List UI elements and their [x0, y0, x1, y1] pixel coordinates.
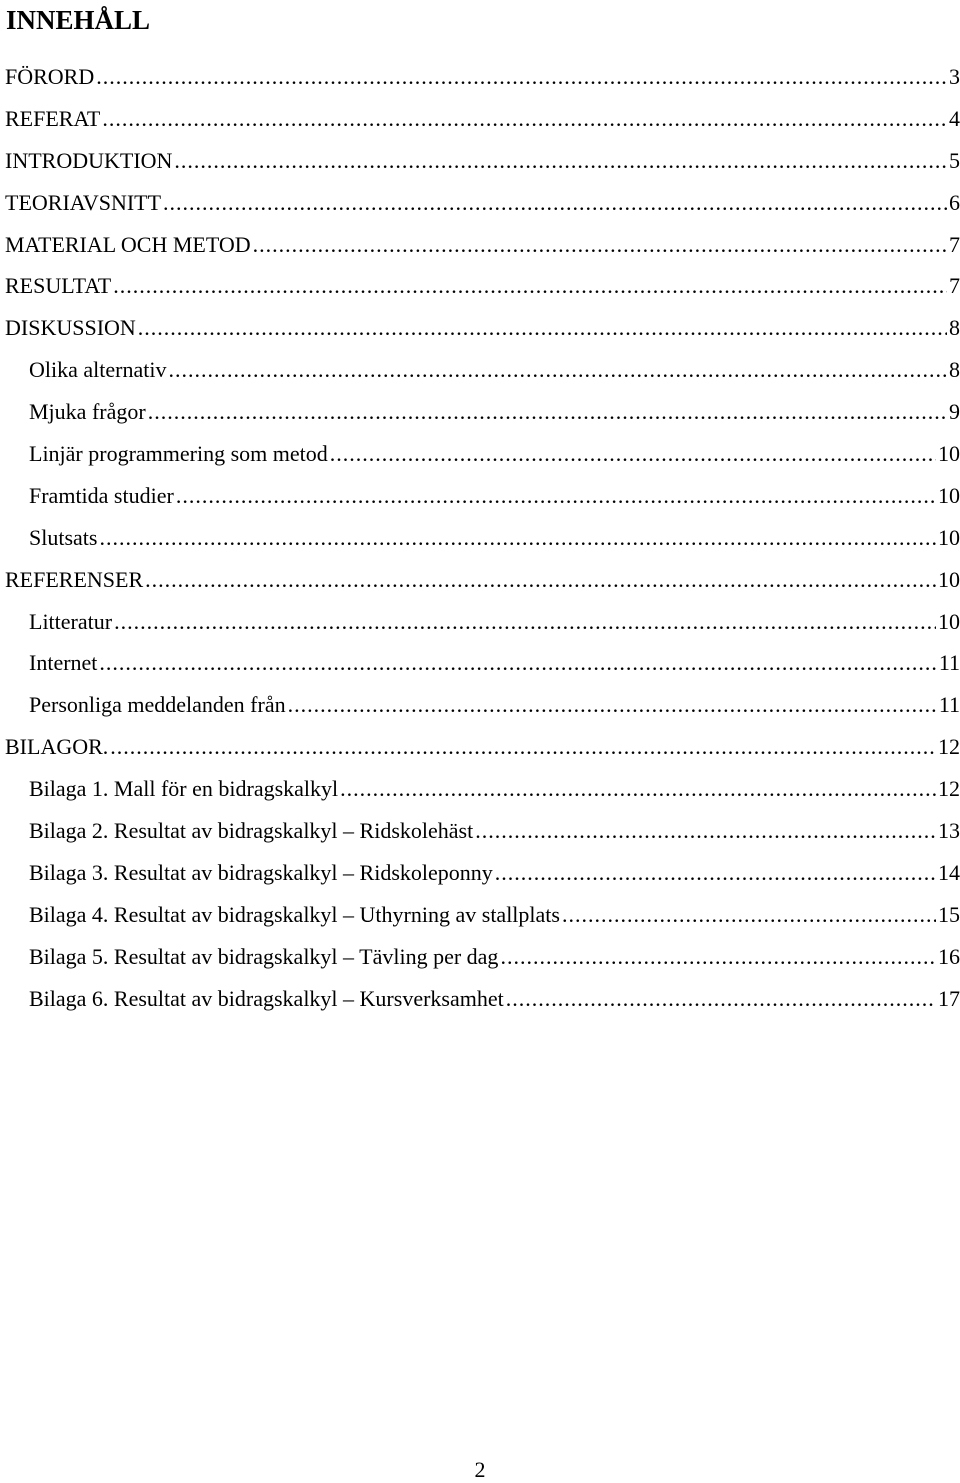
- toc-entry-label: BILAGOR.: [5, 734, 109, 760]
- toc-entry[interactable]: [0, 182, 960, 224]
- toc-entry-row: [5, 182, 960, 224]
- toc-entry-label: Litteratur: [29, 608, 113, 634]
- toc-entry-page-number: 9: [949, 399, 960, 425]
- toc-entry[interactable]: [0, 56, 960, 98]
- toc-entry-row: [5, 140, 960, 182]
- dot-leader: [102, 98, 947, 140]
- toc-entry-row: [29, 475, 960, 517]
- dot-leader: [288, 684, 937, 726]
- toc-entry-row: [29, 936, 960, 978]
- toc-entry-label: Bilaga 3. Resultat av bidragskalkyl – Ridskoleponny: [29, 859, 493, 885]
- toc-entry[interactable]: [0, 140, 960, 182]
- toc-entry-label: Slutsats: [29, 524, 98, 550]
- toc-entry-page-number: 6: [949, 189, 960, 215]
- dot-leader: [99, 517, 936, 559]
- toc-entry-row: [5, 98, 960, 140]
- dot-leader: [99, 642, 936, 684]
- toc-entry-row: [29, 978, 960, 1020]
- toc-entry[interactable]: [0, 224, 960, 266]
- dot-leader: [174, 140, 947, 182]
- toc-entry[interactable]: [0, 391, 960, 433]
- toc-entry-label: TEORIAVSNITT: [5, 189, 162, 215]
- dot-leader: [148, 391, 947, 433]
- toc-entry-row: [29, 684, 960, 726]
- toc-entry-page-number: 13: [938, 818, 960, 844]
- dot-leader: [110, 726, 936, 768]
- toc-entry[interactable]: [0, 517, 960, 559]
- dot-leader: [138, 307, 947, 349]
- toc-entry[interactable]: [0, 98, 960, 140]
- toc-entry-row: [29, 517, 960, 559]
- dot-leader: [114, 601, 936, 643]
- table-of-contents: [0, 56, 960, 1019]
- toc-entry-page-number: 4: [949, 105, 960, 131]
- dot-leader: [176, 475, 936, 517]
- toc-entry-row: [29, 601, 960, 643]
- toc-entry[interactable]: [0, 726, 960, 768]
- toc-entry-label: INTRODUKTION: [5, 147, 173, 173]
- toc-entry[interactable]: [0, 684, 960, 726]
- page-number: 2: [474, 1457, 486, 1482]
- toc-entry-row: [29, 433, 960, 475]
- toc-entry-page-number: 10: [938, 524, 960, 550]
- dot-leader: [506, 978, 936, 1020]
- toc-entry-page-number: 7: [949, 273, 960, 299]
- toc-entry-page-number: 16: [938, 943, 960, 969]
- toc-entry-page-number: 3: [949, 64, 960, 89]
- toc-entry-label: Bilaga 6. Resultat av bidragskalkyl – Kursverksamhet: [29, 985, 504, 1011]
- dot-leader: [330, 433, 936, 475]
- toc-entry-page-number: 8: [949, 357, 960, 383]
- toc-entry[interactable]: [0, 307, 960, 349]
- dot-leader: [500, 936, 936, 978]
- toc-heading: INNEHÅLL: [6, 5, 151, 35]
- toc-entry-label: Bilaga 5. Resultat av bidragskalkyl – Tävling per dag: [29, 943, 499, 969]
- toc-entry[interactable]: [0, 852, 960, 894]
- toc-entry-row: [5, 56, 960, 98]
- toc-entry-row: [29, 642, 960, 684]
- toc-entry[interactable]: [0, 475, 960, 517]
- toc-entry-row: [5, 224, 960, 266]
- toc-entry-row: [29, 810, 960, 852]
- toc-entry-label: Bilaga 4. Resultat av bidragskalkyl – Uthyrning av stallplats: [29, 901, 560, 927]
- toc-entry-label: REFERAT: [5, 105, 101, 131]
- toc-entry-row: [5, 559, 960, 601]
- toc-entry-page-number: 8: [949, 315, 960, 341]
- toc-entry-page-number: 7: [949, 231, 960, 257]
- toc-entry[interactable]: [0, 265, 960, 307]
- toc-entry-label: RESULTAT: [5, 273, 112, 299]
- toc-entry-page-number: 17: [938, 985, 960, 1011]
- toc-entry[interactable]: [0, 978, 960, 1020]
- toc-entry-label: FÖRORD: [5, 64, 95, 89]
- toc-entry-row: [5, 726, 960, 768]
- toc-entry-row: [29, 852, 960, 894]
- toc-entry[interactable]: [0, 810, 960, 852]
- toc-entry-row: [29, 768, 960, 810]
- toc-entry-label: MATERIAL OCH METOD: [5, 231, 251, 257]
- toc-entry-label: Bilaga 2. Resultat av bidragskalkyl – Ridskolehäst: [29, 818, 474, 844]
- dot-leader: [96, 56, 947, 98]
- toc-entry-label: DISKUSSION: [5, 315, 136, 341]
- dot-leader: [113, 265, 947, 307]
- toc-entry-page-number: 11: [938, 692, 960, 718]
- toc-entry-page-number: 10: [938, 608, 960, 634]
- toc-entry[interactable]: [0, 559, 960, 601]
- toc-entry[interactable]: [0, 349, 960, 391]
- dot-leader: [475, 810, 936, 852]
- toc-entry-page-number: 10: [938, 441, 960, 467]
- toc-entry[interactable]: [0, 642, 960, 684]
- toc-entry-row: [5, 265, 960, 307]
- toc-entry-label: Mjuka frågor: [29, 399, 146, 425]
- toc-entry-row: [29, 349, 960, 391]
- toc-entry-row: [5, 307, 960, 349]
- dot-leader: [253, 224, 947, 266]
- toc-entry-label: Olika alternativ: [29, 357, 167, 383]
- toc-entry-label: Linjär programmering som metod: [29, 441, 328, 467]
- dot-leader: [168, 349, 947, 391]
- toc-entry-label: Bilaga 1. Mall för en bidragskalkyl: [29, 776, 339, 802]
- toc-entry[interactable]: [0, 768, 960, 810]
- dot-leader: [562, 894, 936, 936]
- toc-entry-page-number: 5: [949, 147, 960, 173]
- dot-leader: [340, 768, 936, 810]
- toc-entry-label: REFERENSER: [5, 566, 144, 592]
- toc-entry-page-number: 12: [938, 734, 960, 760]
- toc-entry-row: [29, 391, 960, 433]
- toc-entry-label: Personliga meddelanden från: [29, 692, 286, 718]
- toc-entry[interactable]: [0, 894, 960, 936]
- toc-entry-label: Internet: [29, 650, 98, 676]
- dot-leader: [163, 182, 947, 224]
- dot-leader: [495, 852, 936, 894]
- toc-entry[interactable]: [0, 936, 960, 978]
- toc-entry-page-number: 14: [938, 859, 960, 885]
- toc-entry-page-number: 11: [938, 650, 960, 676]
- toc-entry-page-number: 12: [938, 776, 960, 802]
- toc-entry-label: Framtida studier: [29, 482, 174, 508]
- dot-leader: [145, 559, 936, 601]
- toc-entry-row: [29, 894, 960, 936]
- toc-entry-page-number: 10: [938, 482, 960, 508]
- toc-entry[interactable]: [0, 601, 960, 643]
- toc-entry-page-number: 10: [938, 566, 960, 592]
- toc-entry[interactable]: [0, 433, 960, 475]
- toc-entry-page-number: 15: [938, 901, 960, 927]
